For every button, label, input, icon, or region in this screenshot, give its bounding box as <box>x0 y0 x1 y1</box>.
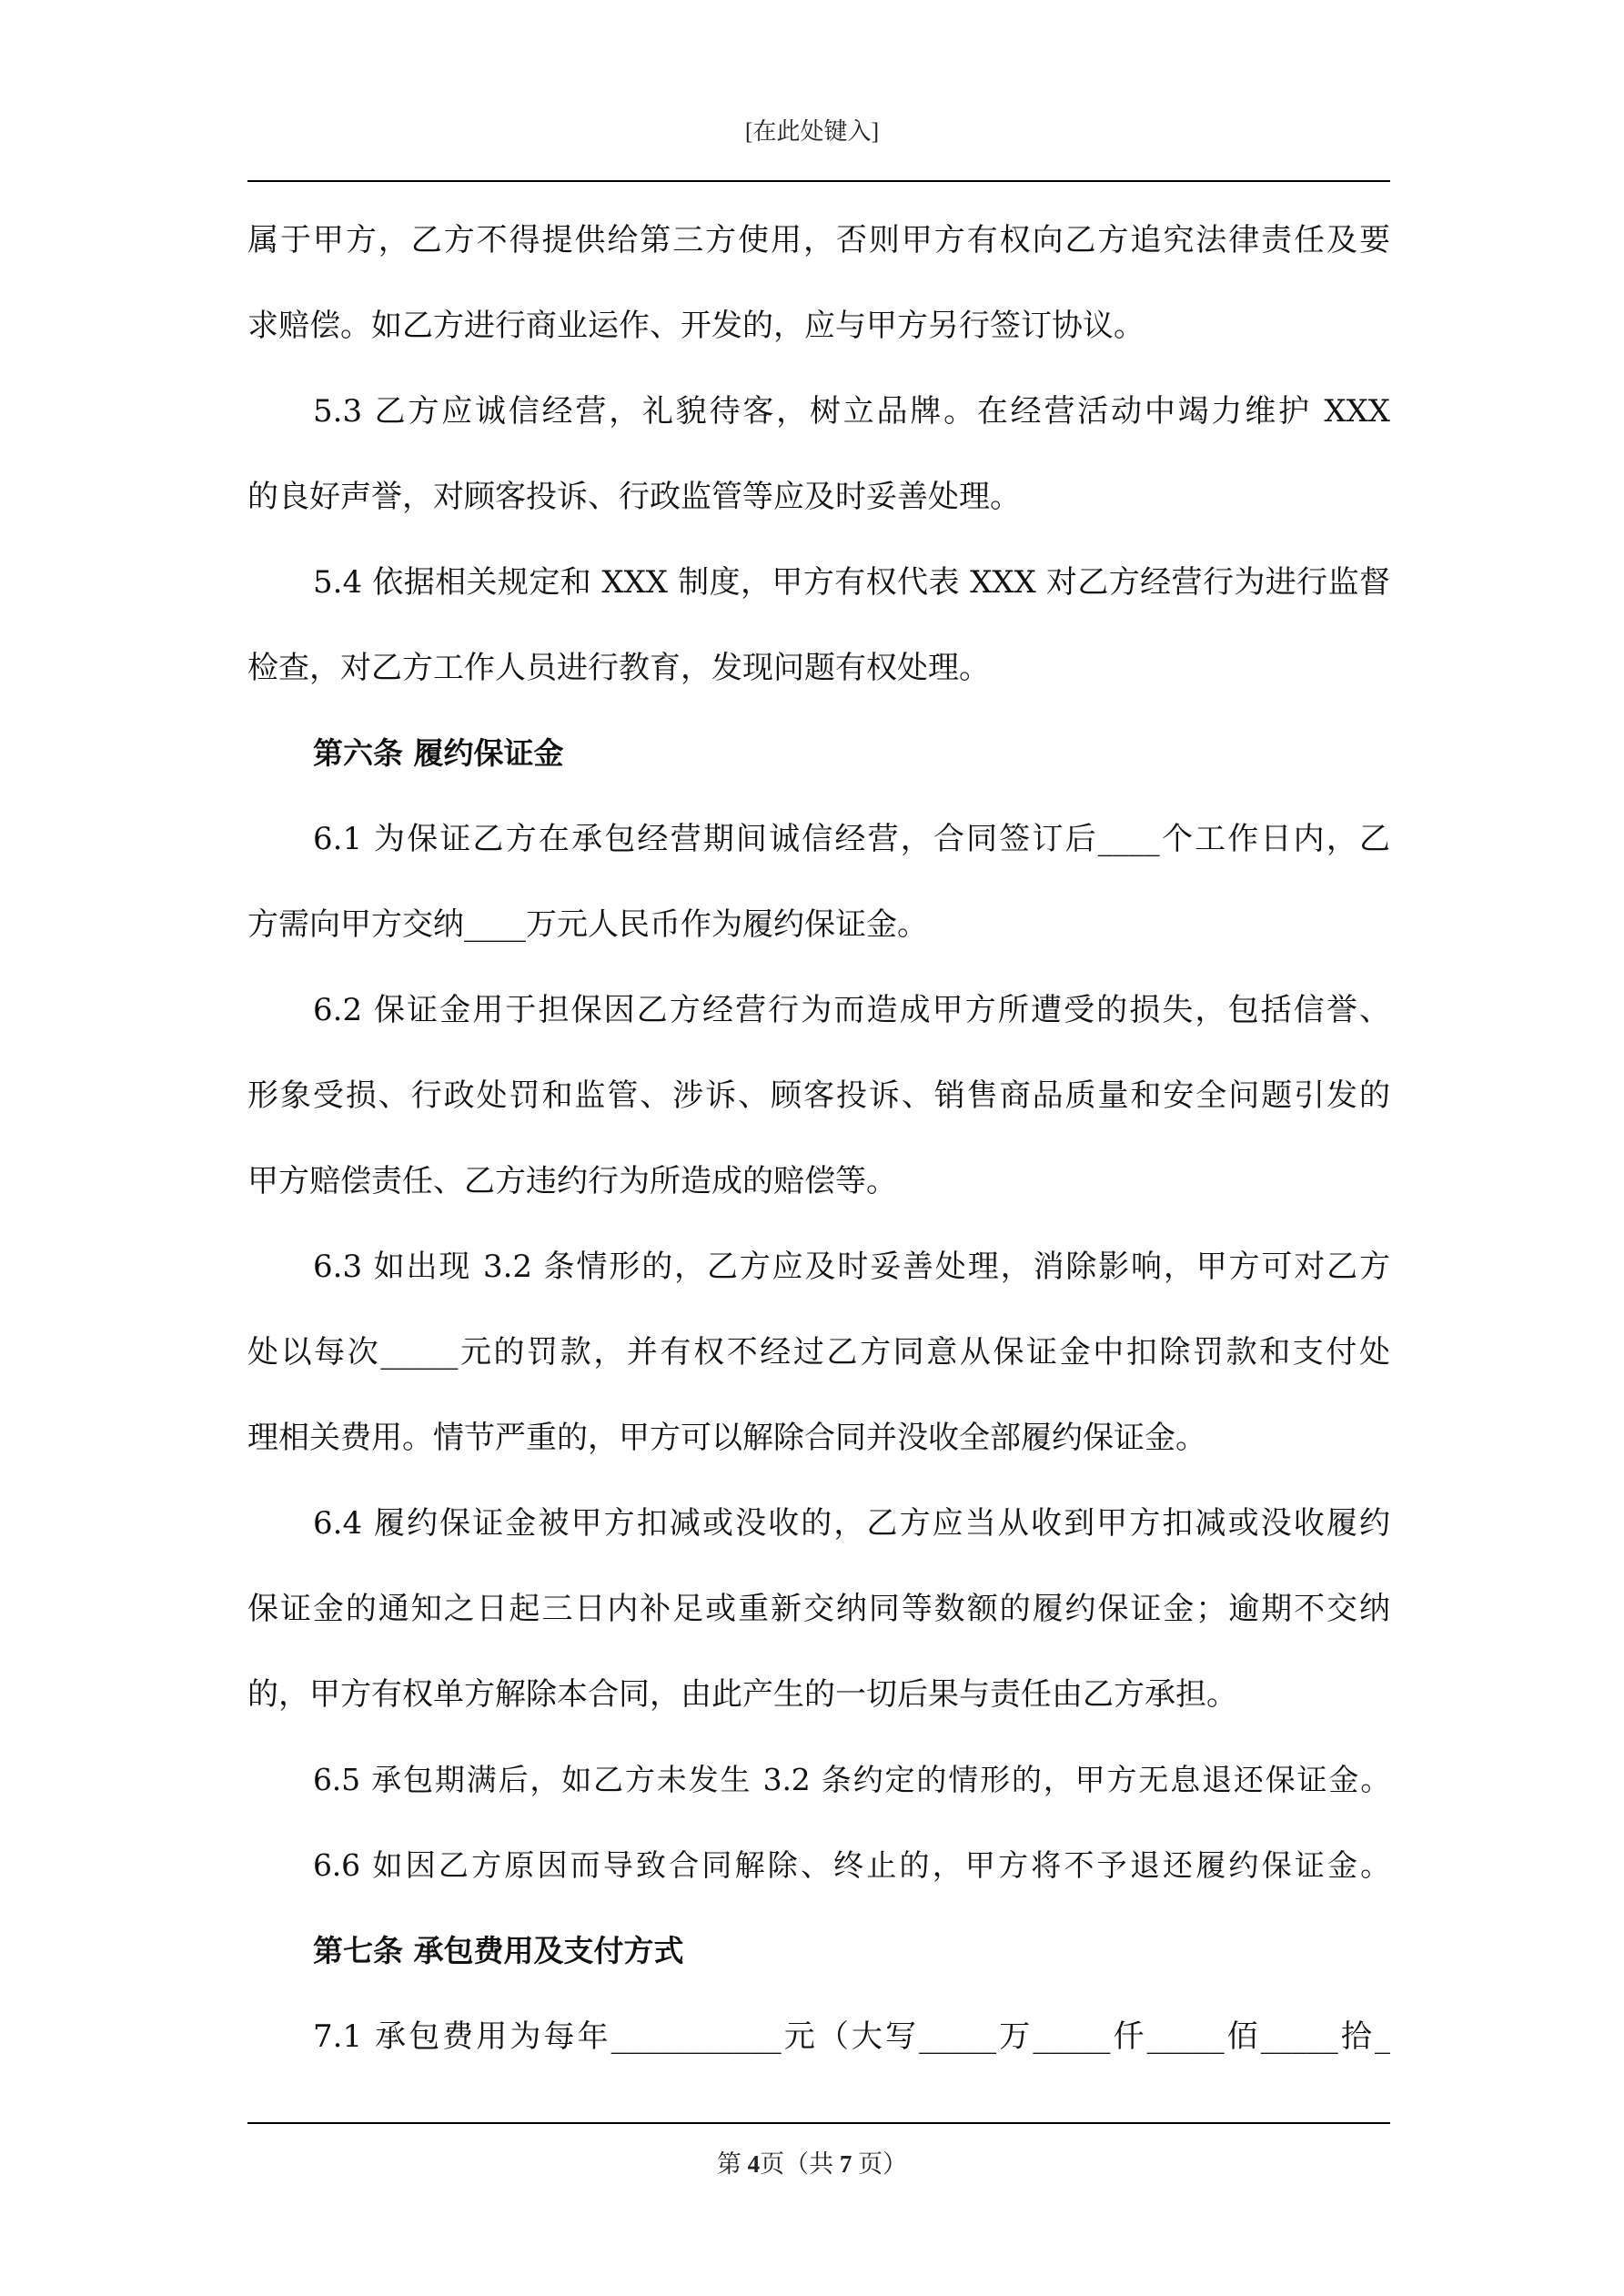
body-line: 甲方赔偿责任、乙方违约行为所造成的赔偿等。 <box>247 1163 897 1199</box>
footer-suffix: 页） <box>852 2150 908 2178</box>
body-line: 6.4 履约保证金被甲方扣减或没收的，乙方应当从收到甲方扣减或没收履约 <box>313 1505 1390 1542</box>
footer-prefix: 第 <box>716 2150 748 2178</box>
body-line: 6.3 如出现 3.2 条情形的，乙方应及时妥善处理，消除影响，甲方可对乙方 <box>313 1249 1390 1285</box>
section-heading: 第六条 履约保证金 <box>313 735 564 771</box>
footer-rule <box>247 2122 1390 2124</box>
body-line: 的，甲方有权单方解除本合同，由此产生的一切后果与责任由乙方承担。 <box>247 1676 1237 1713</box>
page-footer <box>0 2144 1624 2180</box>
body-line: 5.3 乙方应诚信经营，礼貌待客，树立品牌。在经营活动中竭力维护 XXX <box>313 393 1390 430</box>
body-line: 检查，对乙方工作人员进行教育，发现问题有权处理。 <box>247 650 990 686</box>
body-line: 6.1 为保证乙方在承包经营期间诚信经营，合同签订后____个工作日内，乙 <box>313 821 1390 857</box>
body-line: 6.6 如因乙方原因而导致合同解除、终止的，甲方将不予退还履约保证金。 <box>313 1847 1390 1883</box>
footer-middle: 页（共 <box>760 2150 840 2178</box>
body-line: 5.4 依据相关规定和 XXX 制度，甲方有权代表 XXX 对乙方经营行为进行监督 <box>313 564 1390 601</box>
body-line: 的良好声誉，对顾客投诉、行政监管等应及时妥善处理。 <box>247 479 1021 515</box>
body-line: 形象受损、行政处罚和监管、涉诉、顾客投诉、销售商品质量和安全问题引发的 <box>247 1077 1390 1114</box>
footer-total-pages: 7 <box>839 2150 852 2178</box>
body-line: 求赔偿。如乙方进行商业运作、开发的，应与甲方另行签订协议。 <box>247 308 1145 344</box>
page-header: [在此处键入] <box>744 118 880 145</box>
body-line: 7.1 承包费用为每年___________元（大写_____万_____仟_____佰_____拾_ <box>313 2018 1390 2055</box>
body-line: 属于甲方，乙方不得提供给第三方使用，否则甲方有权向乙方追究法律责任及要 <box>247 222 1390 258</box>
body-line: 保证金的通知之日起三日内补足或重新交纳同等数额的履约保证金；逾期不交纳 <box>247 1591 1390 1627</box>
body-line: 处以每次_____元的罚款，并有权不经过乙方同意从保证金中扣除罚款和支付处 <box>247 1334 1390 1371</box>
body-line: 理相关费用。情节严重的，甲方可以解除合同并没收全部履约保证金。 <box>247 1420 1206 1456</box>
body-line: 方需向甲方交纳____万元人民币作为履约保证金。 <box>247 906 928 943</box>
section-heading: 第七条 承包费用及支付方式 <box>313 1933 684 1968</box>
body-line: 6.5 承包期满后，如乙方未发生 3.2 条约定的情形的，甲方无息退还保证金。 <box>313 1762 1390 1797</box>
footer-page-number: 4 <box>747 2150 761 2178</box>
body-line: 6.2 保证金用于担保因乙方经营行为而造成甲方所遭受的损失，包括信誉、 <box>313 992 1390 1028</box>
